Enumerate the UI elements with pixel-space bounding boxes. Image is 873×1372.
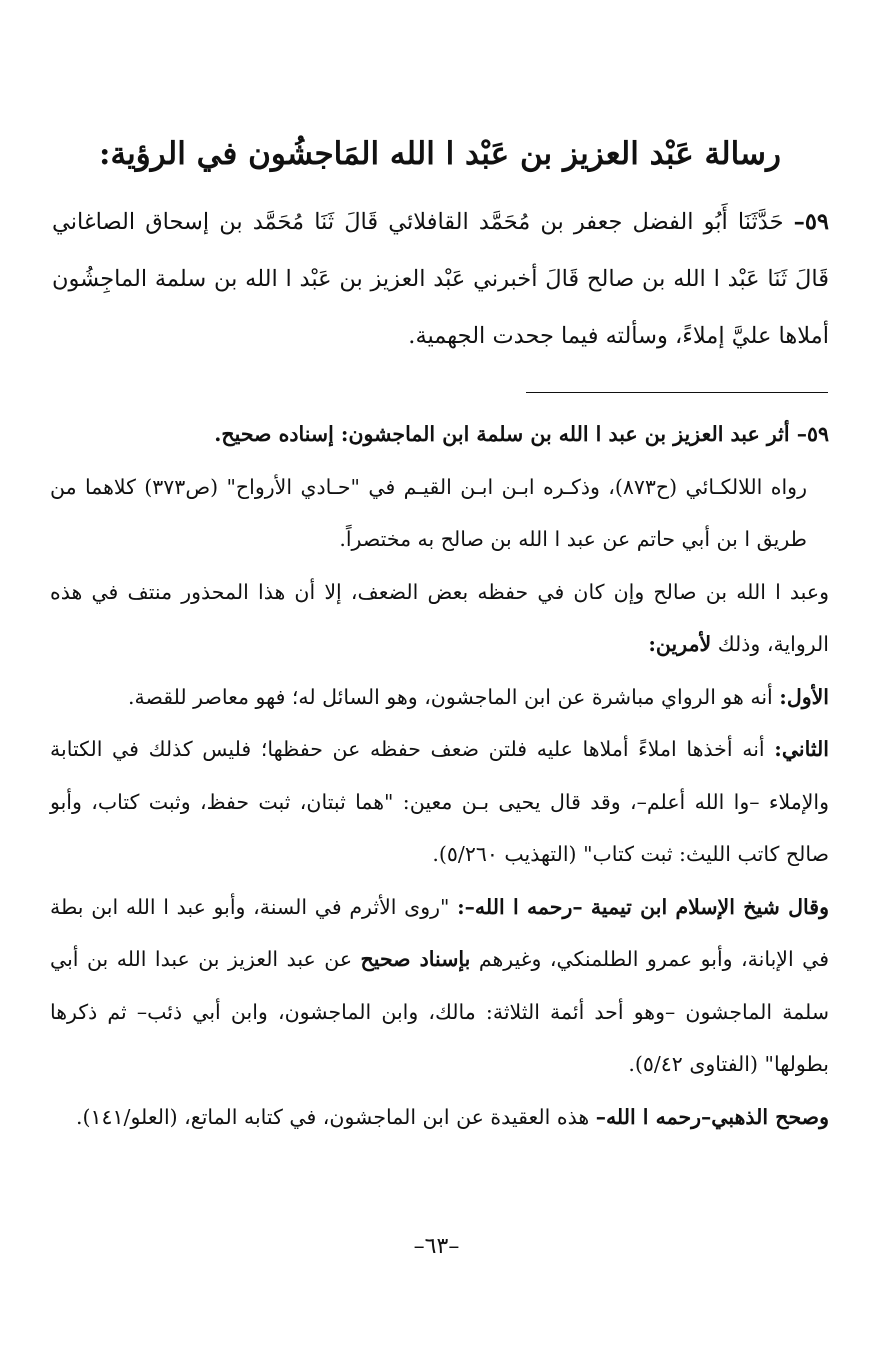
page-number: –٦٣– bbox=[413, 1234, 460, 1259]
hadith-number: ٥٩– bbox=[793, 209, 829, 235]
ibn-taymiyya-label: وقال شيخ الإسلام ابن تيمية –رحمه ا الله–: bbox=[457, 894, 829, 919]
footnote-dhahabi bbox=[50, 1091, 829, 1144]
narrator-reasons-label: لأمرين: bbox=[648, 632, 712, 656]
footnotes-block bbox=[50, 408, 829, 1143]
footnote-paragraph-sources: رواه اللالكـائي (ح٨٧٣)، وذكـره ابـن ابـن القيـم في "حـادي الأرواح" (ص٣٧٣) كلاهما من طريق ا بن أبي حاتم عن عبد ا الله بن صالح به مختصراً. bbox=[50, 474, 807, 551]
dhahabi-label: وصحح الذهبي–رحمه ا الله– bbox=[595, 1104, 829, 1129]
reason-first-label: الأول: bbox=[779, 684, 829, 709]
ibn-taymiyya-text-1: "روى الأثرم في السنة، وأبو عبد ا الله ابن بطة في الإبانة، وأبو عمرو الطلمنكي، وغيرهم bbox=[50, 894, 829, 971]
footnote-reason-first bbox=[50, 671, 829, 724]
narrator-text: وعبد ا الله بن صالح وإن كان في حفظه بعض الضعف، إلا أن هذا المحذور منتف في هذه الرواية، وذلك bbox=[50, 579, 829, 656]
hadith-paragraph bbox=[52, 194, 829, 365]
footnote-ibn-taymiyya bbox=[50, 881, 829, 1091]
footnote-paragraph-narrator bbox=[50, 566, 829, 671]
hadith-text: حَدَّثَنَا أَبُو الفضل جعفر بن مُحَمَّد القافلائي قَالَ ثَنَا مُحَمَّد بن إسحاق الصاغاني قَالَ ثَنَا عَبْد ا الله بن صالح قَالَ أخبرني عَبْد العزيز بن عَبْد ا الله بن سلمة الماجِشُون أملاها عليَّ إملاءً، وسألته فيما جحدت الجهمية. bbox=[52, 209, 829, 349]
ibn-taymiyya-text-2: عن عبد العزيز بن عبدا الله بن أبي سلمة الماجشون –وهو أحد أئمة الثلاثة: مالك، وابن الماجشون، وابن أبي ذئب– ثم ذكرها بطولها" (الفتاوى ٥/٤٢). bbox=[50, 947, 829, 1076]
ibn-taymiyya-sahih: بإسناد صحيح bbox=[360, 947, 471, 971]
dhahabi-text: هذه العقيدة عن ابن الماجشون، في كتابه الماتع، (العلو/١٤١). bbox=[75, 1104, 590, 1129]
footnote-reason-second bbox=[50, 723, 829, 881]
reason-first-text: أنه هو الرواي مباشرة عن ابن الماجشون، وهو السائل له؛ فهو معاصر للقصة. bbox=[127, 684, 773, 709]
reason-second-text: أنه أخذها املاءً أملاها عليه فلتن ضعف حفظه عن حفظها؛ فليس كذلك في الكتابة والإملاء –وا الله أعلم–، وقد قال يحيى بـن معين: "هما ثبتان، ثبت حفظ، وثبت كتاب، وأبو صالح كاتب الليث: ثبت كتاب" (التهذيب ٥/٢٦٠). bbox=[50, 737, 829, 866]
footnote-separator bbox=[526, 392, 828, 393]
section-title: رسالة عَبْد العزيز بن عَبْد ا الله المَاجشُون في الرؤية: bbox=[99, 136, 781, 172]
hadith-block bbox=[52, 194, 829, 365]
reason-second-label: الثاني: bbox=[774, 737, 829, 761]
footnote-heading: ٥٩– أثر عبد العزيز بن عبد ا الله بن سلمة ابن الماجشون: إسناده صحيح. bbox=[214, 422, 829, 446]
